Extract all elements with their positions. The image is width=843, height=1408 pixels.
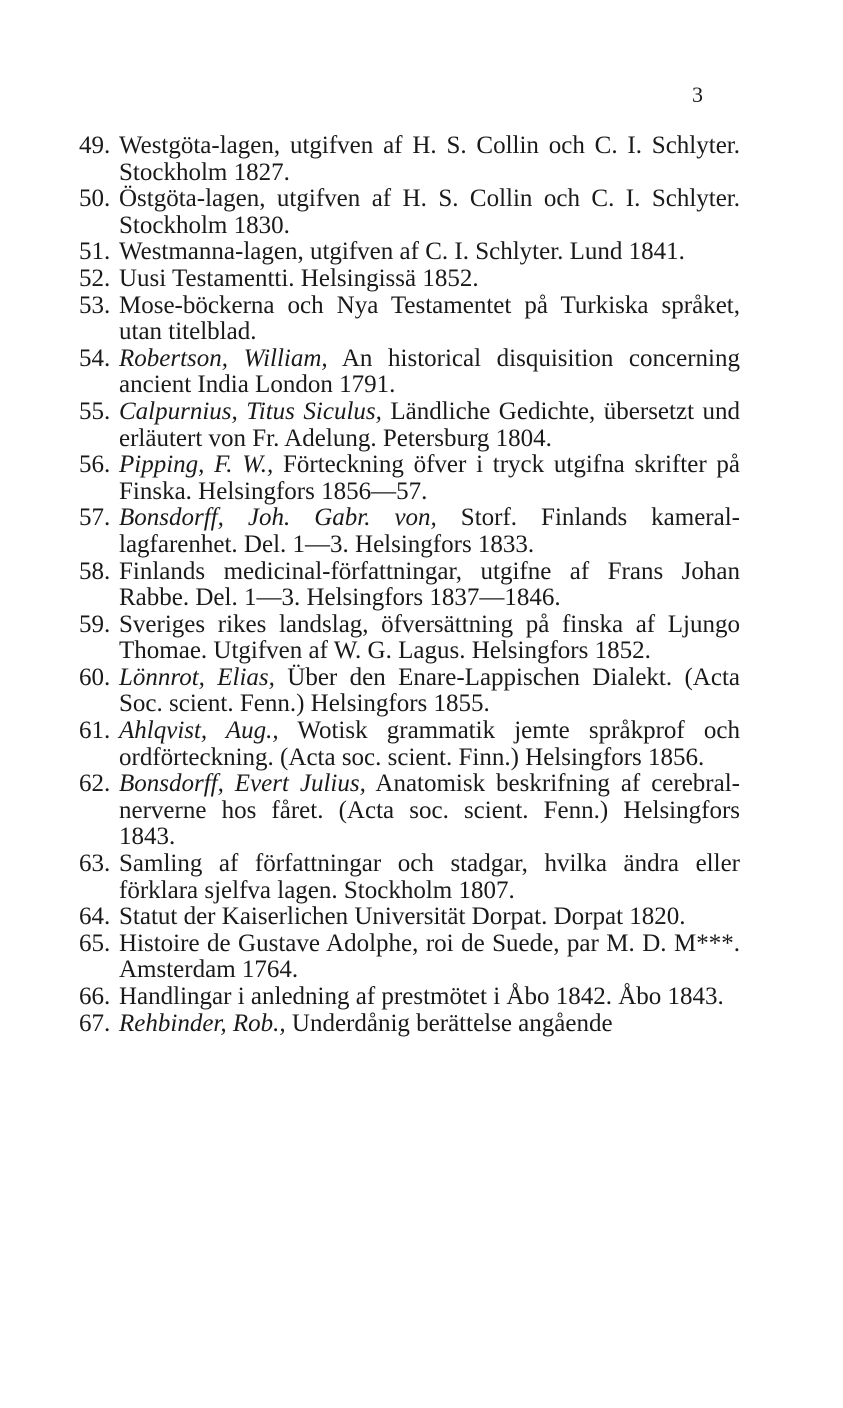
bibliography-entry [0,293,740,346]
entry-number: 64. [79,903,111,931]
entry-number: 52. [79,264,111,292]
entry-text: An historical disquisition concerning ancient India London 1791. [119,344,740,399]
entry-text: Handlingar i anledning af prestmötet i Åbo 1842. Åbo 1843. [119,983,724,1010]
entry-text: Über den Enare-Lappischen Dialekt. (Acta Soc. scient. Fenn.) Helsingfors 1855. [119,663,740,718]
entry-text: Storf. Finlands kameral-lagfarenhet. Del. 1—3. Helsingfors 1833. [119,504,740,558]
entry-text: Wotisk grammatik jemte språkprof och ordförteckning. (Acta soc. scient. Finn.) Helsingfors 1856. [119,717,740,771]
bibliography-entry [0,559,740,612]
entry-author: Pipping, F. W., [119,451,274,479]
bibliography-entry [0,851,740,904]
entry-number: 58. [79,557,111,585]
entry-number: 54. [79,344,111,372]
entry-text: Westmanna-lagen, utgifven af C. I. Schlyter. Lund 1841. [119,238,685,266]
entry-text: Histoire de Gustave Adolphe, roi de Suede, par M. D. M***. Amsterdam 1764. [119,929,740,984]
bibliography-entry [0,904,740,931]
bibliography-entry [0,505,740,558]
entry-author: Bonsdorff, Joh. Gabr. von, [119,504,437,532]
bibliography-entry [0,239,740,266]
entry-number: 61. [79,717,111,745]
entry-number: 57. [79,504,111,532]
entry-number: 67. [79,1009,111,1037]
page-number: 3 [692,82,703,107]
bibliography-entry [0,133,740,186]
entry-author: Calpurnius, Titus Siculus, [119,397,382,425]
entry-number: 60. [79,663,111,691]
entry-text: Mose-böckerna och Nya Testamentet på Turkiska språket, utan titelblad. [119,291,740,346]
bibliography-list [0,133,843,1037]
entry-author: Ahlqvist, Aug., [119,717,279,745]
bibliography-entry [0,931,740,984]
entry-text: Finlands medicinal-författningar, utgifne af Frans Johan Rabbe. Del. 1—3. Helsingfors 1837—1846. [119,557,740,612]
bibliography-entry [0,186,740,239]
entry-number: 65. [79,929,111,957]
entry-author: Robertson, William, [119,344,328,372]
bibliography-entry [0,1011,740,1038]
entry-author: Rehbinder, Rob., [119,1009,286,1037]
entry-number: 55. [79,397,111,425]
entry-number: 59. [79,610,111,638]
entry-number: 51. [79,238,111,266]
entry-author: Lönnrot, Elias, [119,663,275,691]
bibliography-entry [0,266,740,293]
entry-text: Samling af författningar och stadgar, hvilka ändra eller förklara sjelfva lagen. Stockholm 1807. [119,850,740,904]
bibliography-entry [0,346,740,399]
entry-text: Sveriges rikes landslag, öfversättning på finska af Ljungo Thomae. Utgifven af W. G. Lagus. Helsingfors 1852. [119,610,740,665]
bibliography-entry [0,771,740,851]
entry-number: 66. [79,983,111,1010]
entry-text: Ländliche Gedichte, übersetzt und erläutert von Fr. Adelung. Petersburg 1804. [119,397,741,452]
entry-author: Bonsdorff, Evert Julius, [119,770,366,798]
entry-number: 56. [79,451,111,479]
bibliography-entry [0,718,740,771]
entry-text: Förteckning öfver i tryck utgifna skrifter på Finska. Helsingfors 1856—57. [119,451,740,505]
entry-text: Anatomisk beskrifning af cerebral-nerverne hos fåret. (Acta soc. scient. Fenn.) Helsingfors 1843. [119,770,740,851]
entry-number: 63. [79,850,111,878]
entry-number: 53. [79,291,111,319]
bibliography-entry [0,399,740,452]
entry-text: Uusi Testamentti. Helsingissä 1852. [119,264,479,292]
entry-text: Östgöta-lagen, utgifven af H. S. Collin och C. I. Schlyter. Stockholm 1830. [119,185,740,239]
entry-number: 49. [79,132,111,159]
entry-text: Westgöta-lagen, utgifven af H. S. Collin och C. I. Schlyter. Stockholm 1827. [119,132,740,186]
bibliography-entry [0,612,740,665]
entry-text: Underdånig berättelse angående [285,1009,613,1037]
bibliography-entry [0,665,740,718]
entry-text: Statut der Kaiserlichen Universität Dorpat. Dorpat 1820. [119,903,686,931]
bibliography-entry [0,452,740,505]
entry-number: 50. [79,185,111,213]
bibliography-entry [0,984,740,1011]
entry-number: 62. [79,770,111,798]
